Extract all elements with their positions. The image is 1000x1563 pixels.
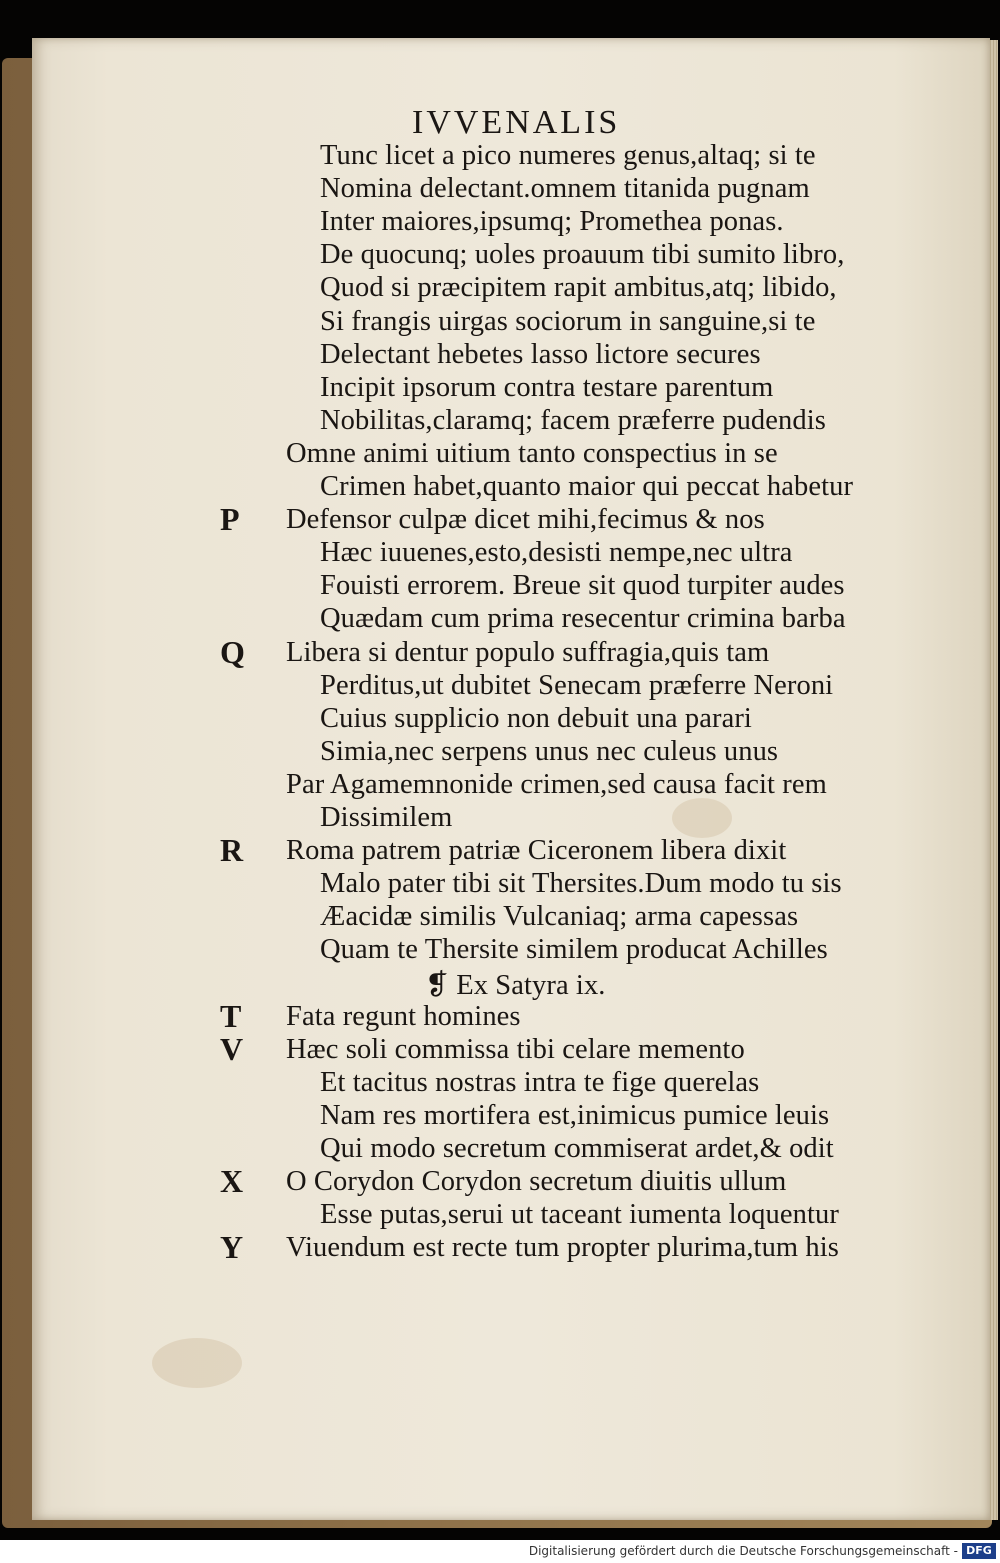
verse-line: Defensor culpæ dicet mihi,fecimus & nos xyxy=(286,504,765,536)
verse-line: Delectant hebetes lasso lictore secures xyxy=(320,338,761,370)
verse-line: Par Agamemnonide crimen,sed causa facit rem xyxy=(286,768,827,800)
verse-line: Malo pater tibi sit Thersites.Dum modo tu sis xyxy=(320,868,842,900)
verse-line: Fata regunt homines xyxy=(286,1000,521,1032)
margin-letter: P xyxy=(220,501,240,538)
verse-line: Hæc soli commissa tibi celare memento xyxy=(286,1033,745,1065)
margin-letter: Q xyxy=(220,633,245,670)
verse-line: Inter maiores,ipsumq; Promethea ponas. xyxy=(320,206,784,238)
verse-line: Nam res mortifera est,inimicus pumice leuis xyxy=(320,1099,830,1131)
verse-line: Et tacitus nostras intra te fige querelas xyxy=(320,1066,760,1098)
verse-line: Esse putas,serui ut taceant iumenta loquentur xyxy=(320,1199,839,1231)
verse-line: Roma patrem patriæ Ciceronem libera dixit xyxy=(286,835,787,867)
verse-line: Omne animi uitium tanto conspectius in se xyxy=(286,437,778,469)
verse-line: Fouisti errorem. Breue sit quod turpiter audes xyxy=(320,570,845,602)
footer-bar xyxy=(0,1540,1000,1563)
margin-letter: T xyxy=(220,997,242,1034)
verse-line: Æacidæ similis Vulcaniaq; arma capessas xyxy=(320,901,799,933)
verse-line: Viuendum est recte tum propter plurima,tum his xyxy=(286,1232,839,1264)
verse-line: Simia,nec serpens unus nec culeus unus xyxy=(320,735,779,767)
margin-letter: Y xyxy=(220,1229,244,1266)
verse-line: Incipit ipsorum contra testare parentum xyxy=(320,371,774,403)
verse-line: Quædam cum prima resecentur crimina barba xyxy=(320,603,846,635)
running-head: IVVENALIS xyxy=(412,104,621,141)
verse-line: Cuius supplicio non debuit una parari xyxy=(320,702,752,734)
verse-line: Crimen habet,quanto maior qui peccat habetur xyxy=(320,471,854,502)
verse-line: De quocunq; uoles proauum tibi sumito libro, xyxy=(320,239,845,271)
verse-line: ❡ Ex Satyra ix. xyxy=(425,969,606,1001)
verse-line: Qui modo secretum commiserat ardet,& odit xyxy=(320,1133,834,1164)
verse-line: Dissimilem xyxy=(320,802,453,833)
footer-credit: Digitalisierung gefördert durch die Deutsche Forschungsgemeinschaft - xyxy=(528,1544,958,1558)
verse-line: Quam te Thersite similem producat Achilles xyxy=(320,934,828,966)
verse-line: Nomina delectant.omnem titanida pugnam xyxy=(320,173,810,205)
verse-line: Si frangis uirgas sociorum in sanguine,si te xyxy=(320,305,816,337)
dfg-logo-icon: DFG xyxy=(962,1543,996,1559)
margin-letter: V xyxy=(220,1030,244,1067)
verse-line: Nobilitas,claramq; facem præferre pudendis xyxy=(320,404,826,436)
verse-line: Quod si præcipitem rapit ambitus,atq; libido, xyxy=(320,272,837,304)
verse-line: O Corydon Corydon secretum diuitis ullum xyxy=(286,1166,787,1198)
verse-line: Perditus,ut dubitet Senecam præferre Neroni xyxy=(320,669,834,701)
verse-line: Tunc licet a pico numeres genus,altaq; si te xyxy=(320,140,816,171)
verse-line: Hæc iuuenes,esto,desisti nempe,nec ultra xyxy=(320,537,793,569)
margin-letter: R xyxy=(220,832,244,869)
verse-line: Libera si dentur populo suffragia,quis tam xyxy=(286,636,770,668)
margin-letter: X xyxy=(220,1163,244,1200)
